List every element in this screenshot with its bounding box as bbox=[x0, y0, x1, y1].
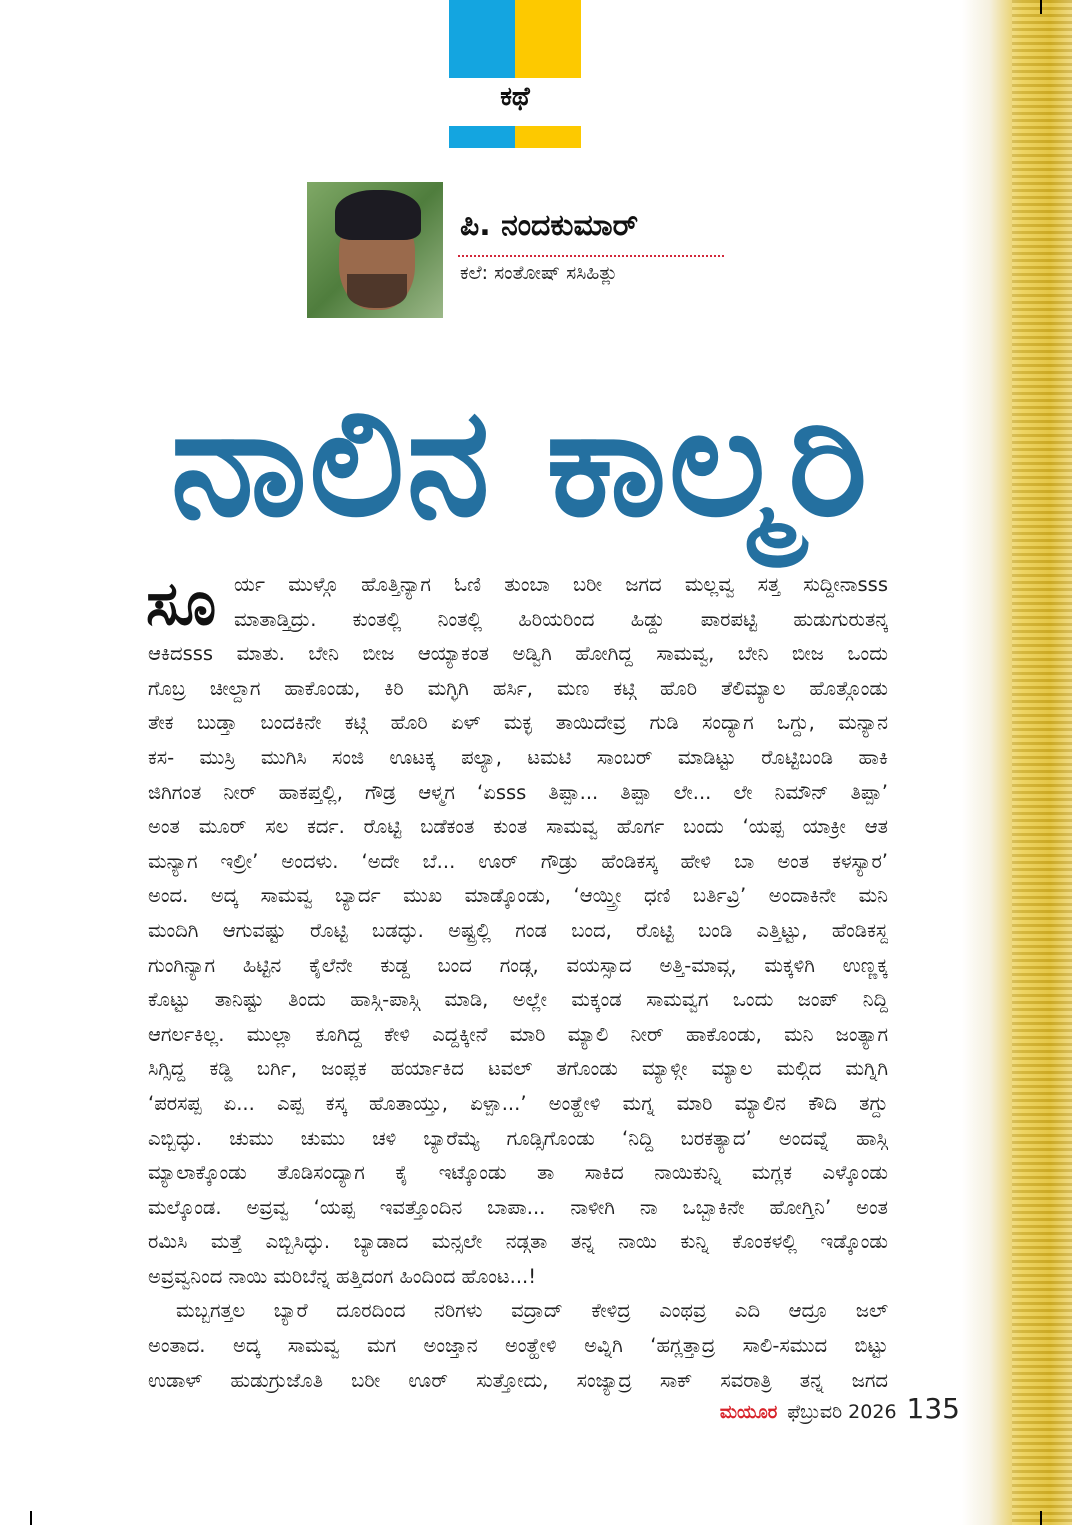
body-text-line: ಮಂದಿಗಿ ಆಗುವಷ್ಟು ರೊಟ್ಟಿ ಬಡದ್ಳು. ಅಷ್ಟ್ರಲ್ಲಿ ಗಂಡ ಬಂದ, ರೊಟ್ಟಿ ಬಂಡಿ ಎತ್ತಿಟ್ಟು, ಹೆಂಡಿಕಸ್ದ bbox=[148, 918, 888, 942]
magazine-logo: ಮಯೂರ bbox=[719, 1402, 778, 1423]
body-text-line: ‘ಪರಸಪ್ಪ ಏ... ಎಪ್ಪ ಕಸ್ಕ ಹೊತಾಯ್ತು, ಏಳ್ಪಾ...’ ಅಂತ್ಹೇಳಿ ಮಗ್ನ ಮಾರಿ ಮ್ಯಾಲಿನ ಕೌದಿ ತಗ್ದು bbox=[148, 1091, 888, 1115]
body-text-line: ಅಂತ ಮೂರ್ ಸಲ ಕರ್ದ. ರೊಟ್ಟಿ ಬಡೆಕಂತ ಕುಂತ ಸಾಮವ್ವ ಹೊರ್ಗ ಬಂದು ‘ಯಪ್ಪ ಯಾಕ್ರೀ ಆತ bbox=[148, 815, 888, 839]
body-text-line: ಮನ್ಯಾಗ ಇಲ್ರೀ’ ಅಂದಳು. ‘ಅದೇ ಬೆ... ಊರ್ ಗೌಡ್ರು ಹೆಂಡಿಕಸ್ಕ ಹೇಳಿ ಬಾ ಅಂತ ಕಳಸ್ಯಾರ’ bbox=[148, 849, 888, 873]
author-name: ಪಿ. ನಂದಕುಮಾರ್ bbox=[460, 208, 639, 243]
section-bar-blue bbox=[449, 126, 515, 148]
body-text-line: ಮಾತಾಡ್ತಿದ್ರು. ಕುಂತಲ್ಲಿ ನಿಂತಲ್ಲಿ ಹಿರಿಯರಿಂದ ಹಿಡ್ದು ಪಾರಪಟ್ಟಿ ಹುಡುಗುರುತನ್ಕ bbox=[234, 607, 888, 631]
section-color-block-yellow bbox=[515, 0, 581, 78]
story-title: ನಾಲಿನ ಕಾಲ್ಮರಿ bbox=[170, 376, 870, 550]
body-text-line: ಸಿಗ್ಸಿದ್ದ ಕಡ್ಡಿ ಬರ್ಗಿ, ಜಂಪ್ಲಕ ಹರ್ಯಾಕಿದ ಟವಲ್ ತಗೊಂಡು ಮ್ಯಾಳ್ಗೀ ಮ್ಯಾಲ ಮಲ್ಗಿದ ಮಗ್ನಿಗಿ bbox=[148, 1057, 888, 1081]
body-text-line: ಕಸ- ಮುಸ್ರಿ ಮುಗಿಸಿ ಸಂಜಿ ಊಟಕ್ಕ ಪಲ್ಯಾ, ಟಮಟಿ ಸಾಂಬರ್ ಮಾಡಿಟ್ಟು ರೊಟ್ಟಿಬಂಡಿ ಹಾಕಿ bbox=[148, 745, 888, 769]
body-text-line: ಆಗರ್ಲಕಿಲ್ಲ. ಮುಲ್ಲಾ ಕೂಗಿದ್ದ ಕೇಳಿ ಎದ್ದಕ್ಕೀನೆ ಮಾರಿ ಮ್ಯಾಲಿ ನೀರ್ ಹಾಕೊಂಡು, ಮನಿ ಜಂತ್ಯಾಗ bbox=[148, 1022, 888, 1046]
body-text-line: ಉಡಾಳ್ ಹುಡುಗ್ರುಜೊತಿ ಬರೀ ಊರ್ ಸುತ್ತೋದು, ಸಂಜ್ಯಾದ್ರ ಸಾಕ್ ಸವರಾತ್ರಿ ತನ್ನ ಜಗದ bbox=[148, 1368, 888, 1392]
body-text-line: ಅಂದ. ಅದ್ಕ ಸಾಮವ್ವ ಬ್ಯಾರ್ದ ಮುಖ ಮಾಡ್ಕೊಂಡು, ‘ಆಯ್ತ್ರೀ ಧಣಿ ಬರ್ತಿವ್ರಿ’ ಅಂದಾಕಿನೇ ಮನಿ bbox=[148, 884, 888, 908]
story-title-container bbox=[90, 368, 950, 558]
body-text-line: ಕೊಟ್ಟು ತಾನಿಷ್ಟು ತಿಂದು ಹಾಸ್ಗಿ-ಪಾಸ್ಗಿ ಮಾಡಿ, ಅಲ್ಲೇ ಮಕ್ಕಂಡ ಸಾಮವ್ವಗ ಒಂದು ಜಂಪ್ ನಿದ್ದಿ bbox=[148, 988, 888, 1012]
body-text-line: ತೇಕ ಬುಡ್ತಾ ಬಂದಕಿನೇ ಕಟ್ಗಿ ಹೊರಿ ಏಳ್ ಮಕ್ಳ ತಾಯಿದೇವ್ರ ಗುಡಿ ಸಂದ್ಯಾಗ ಒಗ್ದು, ಮನ್ಯಾನ bbox=[148, 711, 888, 735]
crop-mark bbox=[30, 1511, 32, 1525]
story-body bbox=[148, 568, 888, 1398]
body-text-line: ಆಕಿದsss ಮಾತು. ಬೇನಿ ಬೀಜ ಆಯ್ಯಾಕಂತ ಅಡ್ವಿಗಿ ಹೋಗಿದ್ದ ಸಾಮವ್ವ, ಬೇನಿ ಬೀಜ ಒಂದು bbox=[148, 642, 888, 666]
issue-date: ಫೆಬ್ರುವರಿ 2026 bbox=[787, 1401, 897, 1423]
section-label: ಕಥೆ bbox=[500, 82, 530, 112]
drop-cap: ಸೂ bbox=[146, 569, 217, 639]
page-edge-texture-overlay bbox=[1012, 0, 1072, 1525]
illustration-credit: ಕಲೆ: ಸಂತೋಷ್ ಸಸಿಹಿತ್ಲು bbox=[460, 262, 618, 284]
body-text-line: ಅಂತಾದ. ಅದ್ಕ ಸಾಮವ್ವ ಮಗ ಅಂಜ್ತಾನ ಅಂತ್ಹೇಳಿ ಅವ್ನಿಗಿ ‘ಹಗ್ಲತ್ತಾದ್ರ ಸಾಲಿ-ಸಮುದ ಬಿಟ್ಟು bbox=[148, 1334, 888, 1358]
page-number: 135 bbox=[906, 1392, 960, 1425]
dotted-divider bbox=[458, 255, 724, 257]
body-text-line: ಎಬ್ಬಿದ್ಳು. ಚುಮು ಚುಮು ಚಳಿ ಬ್ಯಾರೆಮ್ಯೆ ಗೂಡ್ಸಿಗೊಂಡು ‘ನಿದ್ದಿ ಬರಕತ್ಯಾದ’ ಅಂದವ್ನೆ ಹಾಸ್ಗಿ bbox=[148, 1126, 888, 1150]
body-text-line: ಅವ್ರವ್ವನಿಂದ ನಾಯಿ ಮರಿಬೆನ್ನ ಹತ್ತಿದಂಗ ಹಿಂದಿಂದ ಹೊಂಟ...! bbox=[148, 1264, 537, 1288]
author-photo bbox=[307, 182, 443, 318]
body-text-line: ಮಬ್ಬಗತ್ತಲ ಬ್ಯಾರೆ ದೂರದಿಂದ ನರಿಗಳು ವದ್ರಾದ್ ಕೇಳಿದ್ರ ಎಂಥವ್ರ ಎದಿ ಆದ್ರೂ ಜಲ್ bbox=[176, 1299, 888, 1323]
body-text-line: ಮ್ಯಾಲಾಕ್ಕೊಂಡು ತೊಡಿಸಂದ್ಯಾಗ ಕೈ ಇಟ್ಕೊಂಡು ತಾ ಸಾಕಿದ ನಾಯಿಕುನ್ನಿ ಮಗ್ಲಕ ಎಳ್ಕೊಂಡು bbox=[148, 1161, 888, 1185]
body-text-line: ಗೊಬ್ರ ಚೀಲ್ದಾಗ ಹಾಕೊಂಡು, ಕಿರಿ ಮಗ್ಳಿಗಿ ಹರ್ಸಿ, ಮಣ ಕಟ್ಗಿ ಹೊರಿ ತೆಲಿಮ್ಯಾಲ ಹೊತ್ಗೊಂಡು bbox=[148, 676, 888, 700]
section-color-block-blue bbox=[449, 0, 515, 78]
body-text-line: ಜಿಗಿಗಂತ ನೀರ್ ಹಾಕಪ್ತಲ್ಲಿ, ಗೌಡ್ರ ಆಳ್ಮಗ ‘ಏsss ತಿಪ್ಪಾ... ತಿಪ್ಪಾ ಲೇ... ಲೇ ನಿಮೌನ್ ತಿಪ್ಪಾ’ bbox=[148, 780, 888, 804]
page-footer bbox=[720, 1392, 960, 1425]
crop-mark bbox=[1040, 0, 1042, 14]
section-bar-yellow bbox=[515, 126, 581, 148]
body-text-line: ರ್ಯ ಮುಳ್ಗೊ ಹೊತ್ತಿನ್ಯಾಗ ಓಣಿ ತುಂಬಾ ಬರೀ ಜಗದ ಮಲ್ಲವ್ವ ಸತ್ತ ಸುದ್ದೀನಾsss bbox=[234, 573, 888, 596]
crop-mark bbox=[1040, 1511, 1042, 1525]
body-text-line: ಮಲ್ಕೊಂಡ. ಅವ್ರವ್ವ ‘ಯಪ್ಪ ಇವತ್ತೊಂದಿನ ಬಾಪಾ... ನಾಳೀಗಿ ನಾ ಒಬ್ಬಾಕಿನೇ ಹೋಗ್ತಿನಿ’ ಅಂತ bbox=[148, 1195, 888, 1219]
body-text-line: ರಮಿಸಿ ಮತ್ತೆ ಎಬ್ಬಿಸಿದ್ಳು. ಬ್ಯಾಡಾದ ಮನ್ಸಲೇ ನಡ್ಗತಾ ತನ್ನ ನಾಯಿ ಕುನ್ನಿ ಕೊಂಕಳಲ್ಲಿ ಇಡ್ಕೊಂಡು bbox=[148, 1230, 888, 1254]
body-text-line: ಗುಂಗಿನ್ಯಾಗ ಹಿಟ್ಟಿನ ಕೈಲೆನೇ ಕುಡ್ದ ಬಂದ ಗಂಡ್ಗ, ವಯಸ್ಸಾದ ಅತ್ತಿ-ಮಾವ್ಗ, ಮಕ್ಕಳಿಗಿ ಉಣ್ಣಕ್ಕ bbox=[148, 953, 888, 977]
